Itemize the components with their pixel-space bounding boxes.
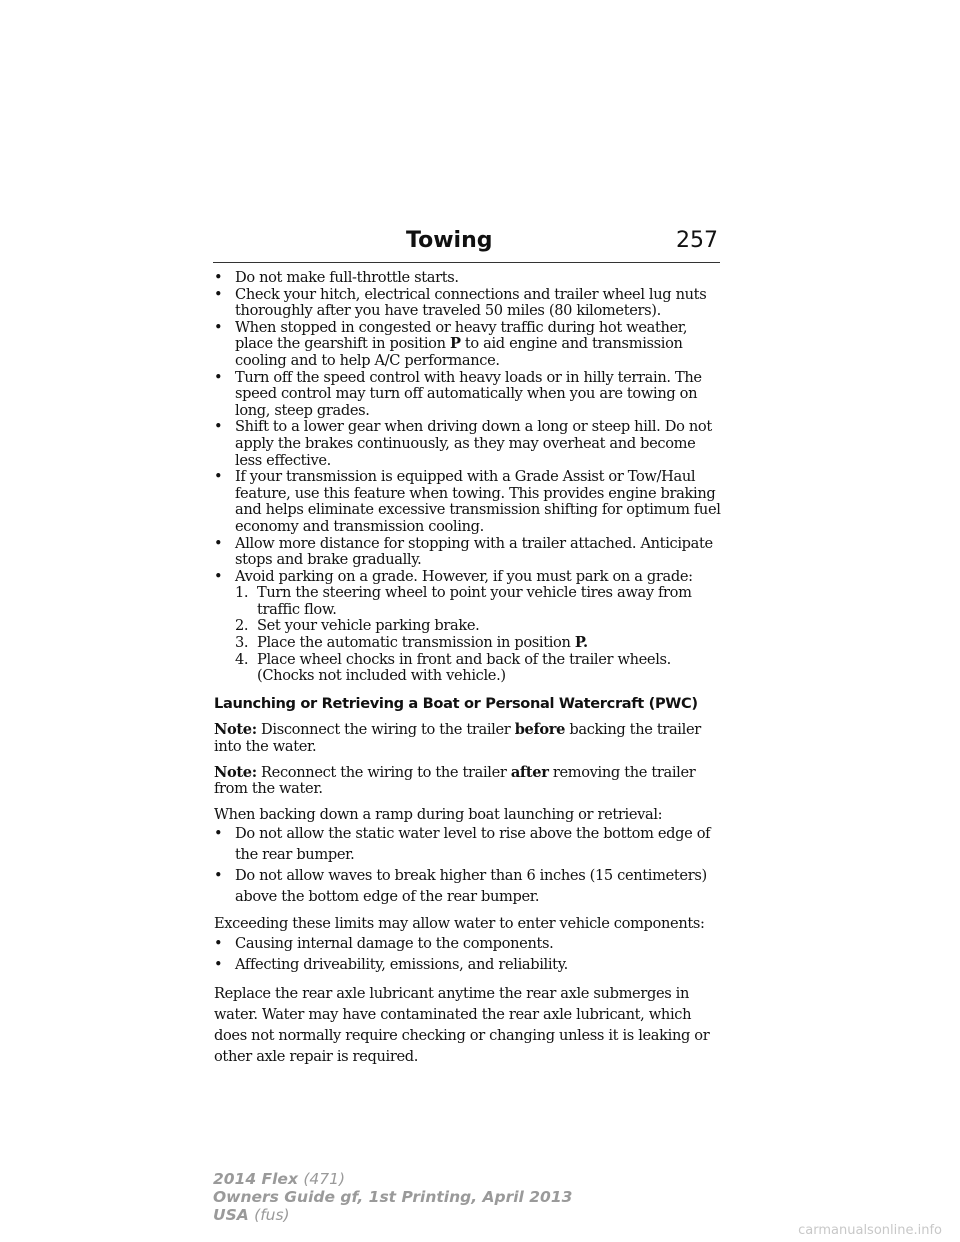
list-item: • Do not allow waves to break higher than 6 inches (15 centimeters) above the bottom edge of the rear bumper. [214, 865, 724, 907]
footer-line: Owners Guide gf, 1st Printing, April 2013 [213, 1188, 573, 1206]
list-item: • Check your hitch, electrical connections and trailer wheel lug nuts thoroughly after you have traveled 50 miles (80 kilometers). [214, 287, 724, 320]
list-item: • Shift to a lower gear when driving down a long or steep hill. Do not apply the brakes continuously, as they may overheat and become less effective. [214, 419, 724, 469]
list-item: • If your transmission is equipped with a Grade Assist or Tow/Haul feature, use this feature when towing. This provides engine braking and helps eliminate excessive transmission shifting for optimum fuel economy and transmission cooling. [214, 469, 724, 535]
list-item: • Affecting driveability, emissions, and reliability. [214, 954, 724, 975]
list-item: • Allow more distance for stopping with a trailer attached. Anticipate stops and brake gradually. [214, 536, 724, 569]
limits-intro: Exceeding these limits may allow water to enter vehicle components: [214, 915, 705, 933]
towing-tips-list [214, 270, 724, 585]
list-item: • Causing internal damage to the components. [214, 933, 724, 954]
ramp-list [214, 823, 724, 907]
section-title: Towing [406, 228, 493, 253]
parking-steps-list [214, 585, 724, 685]
ramp-intro: When backing down a ramp during boat launching or retrieval: [214, 805, 663, 823]
numbered-step: 1. Turn the steering wheel to point your vehicle tires away from traffic flow. [235, 584, 692, 618]
page-header [213, 228, 720, 263]
footer-line: USA (fus) [213, 1206, 290, 1224]
list-item: • Turn off the speed control with heavy loads or in hilly terrain. The speed control may turn off automatically when you are towing on long, steep grades. [214, 370, 724, 420]
numbered-step: 4. Place wheel chocks in front and back of the trailer wheels. (Chocks not included with vehicle.) [235, 650, 671, 685]
watermark: carmanualsonline.info [798, 1223, 942, 1238]
axle-paragraph: Replace the rear axle lubricant anytime the rear axle submerges in water. Water may have contaminated the rear axle lubricant, which does not normally require checking or changing unless it is leaking or other axle repair is required. [214, 985, 710, 1065]
note-paragraph: Note: Reconnect the wiring to the trailer after removing the trailer from the water. [214, 763, 696, 798]
page-footer [213, 1170, 572, 1224]
numbered-step: 2. Set your vehicle parking brake. [235, 617, 480, 635]
list-item: • When stopped in congested or heavy traffic during hot weather, place the gearshift in position P to aid engine and transmission cooling and to help A/C performance. [214, 320, 724, 370]
numbered-step: 3. Place the automatic transmission in position P. [235, 634, 588, 652]
page-content [214, 270, 724, 1076]
list-item: • Do not make full-throttle starts. [214, 270, 724, 287]
page-number: 257 [676, 228, 718, 253]
section-heading: Launching or Retrieving a Boat or Personal Watercraft (PWC) [214, 694, 698, 712]
footer-line: 2014 Flex (471) [213, 1170, 346, 1188]
list-item: • Do not allow the static water level to rise above the bottom edge of the rear bumper. [214, 823, 724, 865]
limits-list [214, 933, 724, 975]
note-paragraph: Note: Disconnect the wiring to the trailer before backing the trailer into the water. [214, 721, 701, 756]
list-item: • Avoid parking on a grade. However, if you must park on a grade: [214, 569, 724, 586]
